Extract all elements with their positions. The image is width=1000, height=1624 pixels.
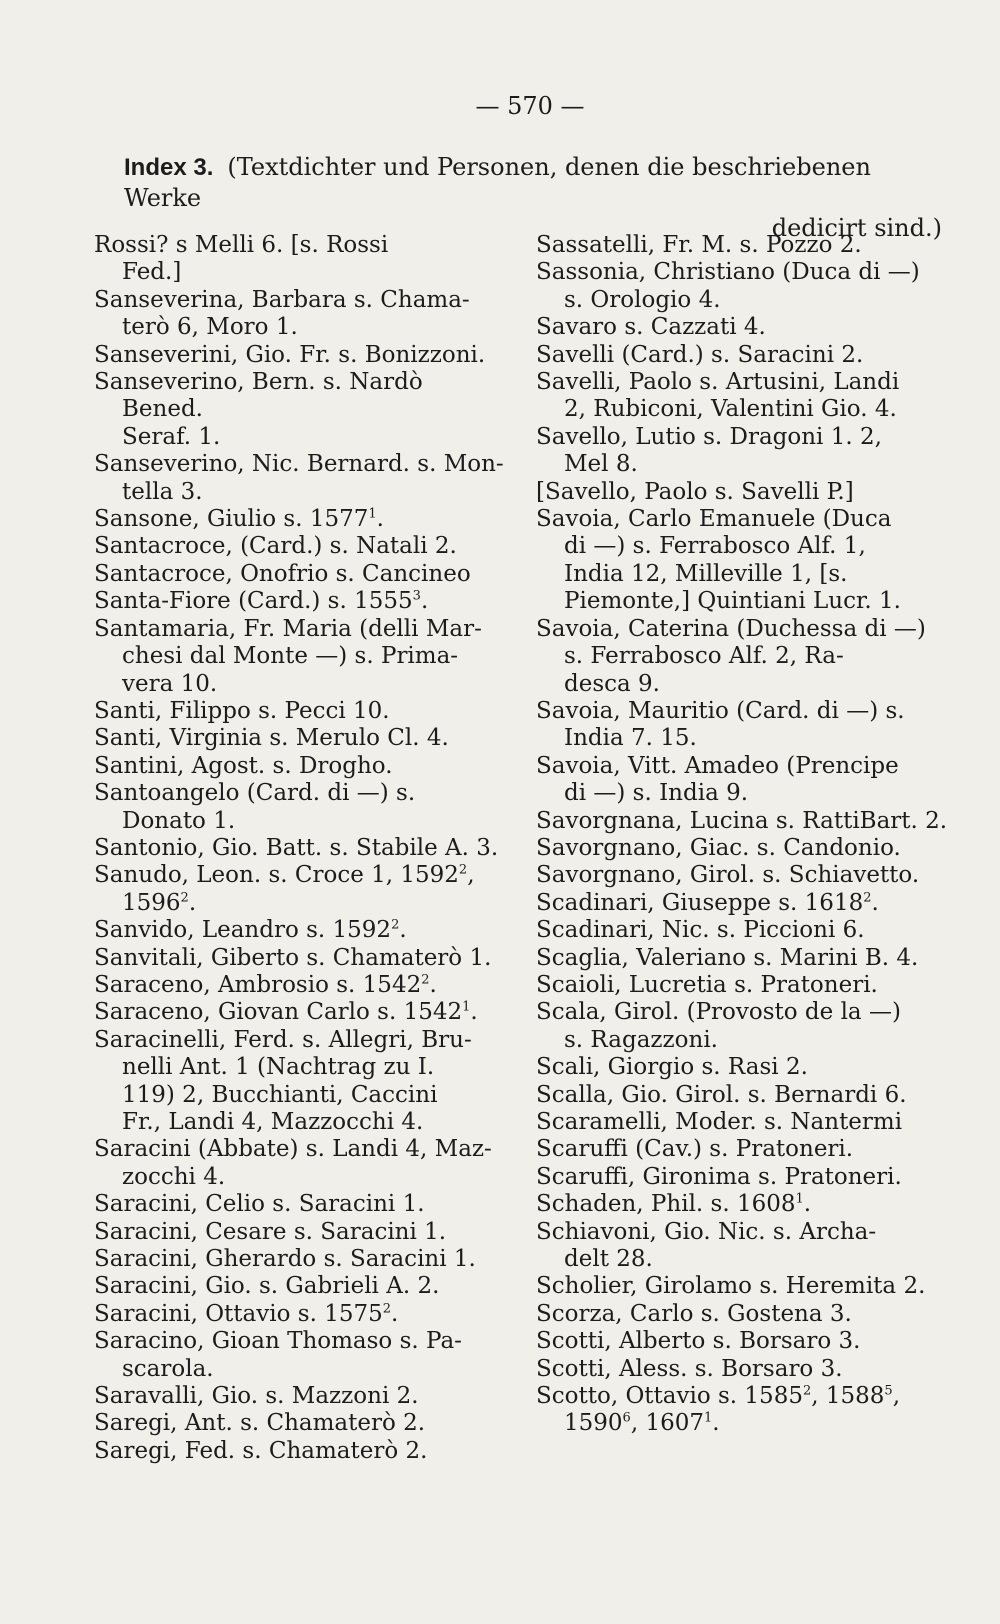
entry-text: Savello, Lutio s. Dragoni 1. 2, Mel 8. bbox=[536, 423, 882, 478]
entry-text: . bbox=[391, 1300, 399, 1327]
index-entry bbox=[536, 999, 950, 1054]
entry-text: Savoia, Vitt. Amadeo (Prencipe di —) s. India 9. bbox=[536, 752, 899, 807]
index-entry bbox=[94, 1438, 508, 1465]
entry-text: Saracini, Ottavio s. 1575 bbox=[94, 1300, 383, 1327]
entry-text: Scaioli, Lucretia s. Pratoneri. bbox=[536, 971, 878, 998]
superscript: 2 bbox=[180, 890, 189, 906]
page-number: — 570 — bbox=[475, 92, 585, 120]
index-entry bbox=[536, 1136, 950, 1163]
index-entry bbox=[536, 945, 950, 972]
entry-text: Sanseverino, Bern. s. Nardò Bened. Seraf. 1. bbox=[94, 369, 423, 450]
superscript: 1 bbox=[795, 1191, 804, 1207]
entry-text: Saracini (Abbate) s. Landi 4, Maz- zocchi 4. bbox=[94, 1136, 492, 1190]
entry-text: Santacroce, Onofrio s. Cancineo bbox=[94, 560, 471, 587]
index-entry bbox=[94, 945, 508, 972]
entry-text: Saracino, Gioan Thomaso s. Pa- scarola. bbox=[94, 1328, 462, 1382]
entry-text: Scholier, Girolamo s. Heremita 2. bbox=[536, 1273, 926, 1300]
entry-text: Savoia, Carlo Emanuele (Duca di —) s. Ferrabosco Alf. 1, India 12, Milleville 1, [s. Piemonte,] Quintiani Lucr. 1. bbox=[536, 506, 901, 615]
entry-text: Scaruffi, Gironima s. Pratoneri. bbox=[536, 1163, 902, 1190]
index-entry bbox=[94, 1328, 508, 1383]
index-entry bbox=[536, 506, 950, 616]
index-entry bbox=[94, 506, 508, 533]
entry-text: , 1607 bbox=[630, 1410, 704, 1437]
index-entry bbox=[94, 1273, 508, 1300]
superscript: 1 bbox=[368, 506, 377, 522]
index-entry bbox=[536, 1109, 950, 1136]
index-entry bbox=[536, 232, 950, 259]
heading-line-2: dedicirt sind.) bbox=[771, 214, 942, 242]
entry-text: , bbox=[467, 862, 475, 889]
entry-text: Saraceno, Giovan Carlo s. 1542 bbox=[94, 999, 463, 1026]
index-entry bbox=[94, 232, 508, 287]
entry-text: Santini, Agost. s. Drogho. bbox=[94, 752, 393, 779]
index-entry bbox=[536, 753, 950, 808]
index-entry bbox=[94, 862, 508, 917]
entry-text: Saracini, Celio s. Saracini 1. bbox=[94, 1191, 425, 1218]
entry-text: Savelli (Card.) s. Saracini 2. bbox=[536, 341, 864, 368]
index-entry bbox=[94, 1191, 508, 1218]
entry-text: . bbox=[712, 1410, 720, 1437]
index-entry bbox=[94, 287, 508, 342]
entry-text: Santoangelo (Card. di —) s. Donato 1. bbox=[94, 780, 416, 834]
entry-text: Savelli, Paolo s. Artusini, Landi 2, Rubiconi, Valentini Gio. 4. bbox=[536, 369, 900, 423]
index-entry bbox=[536, 698, 950, 753]
entry-text: 1596 bbox=[122, 889, 181, 916]
index-entry bbox=[94, 698, 508, 725]
index-entry bbox=[94, 835, 508, 862]
entry-text: Sassatelli, Fr. M. s. Pozzo 2. bbox=[536, 232, 862, 258]
index-entry bbox=[536, 314, 950, 341]
index-entry bbox=[94, 780, 508, 835]
index-entry bbox=[536, 1383, 950, 1438]
index-entry bbox=[94, 1410, 508, 1437]
superscript: 2 bbox=[382, 1301, 392, 1317]
entry-text: Santi, Filippo s. Pecci 10. bbox=[94, 697, 390, 724]
entry-text: . bbox=[470, 999, 478, 1026]
index-entry bbox=[536, 342, 950, 369]
entry-text: Savoia, Caterina (Duchessa di —) s. Ferrabosco Alf. 2, Ra- desca 9. bbox=[536, 615, 926, 697]
superscript: 2 bbox=[458, 862, 468, 878]
entry-text: , bbox=[892, 1383, 900, 1410]
entry-text: . bbox=[420, 588, 429, 615]
index-entry bbox=[536, 890, 950, 917]
index-entry bbox=[536, 835, 950, 862]
heading-line-1 bbox=[124, 152, 954, 213]
entry-text: Savorgnano, Girol. s. Schiavetto. bbox=[536, 862, 920, 889]
entry-text: Saravalli, Gio. s. Mazzoni 2. bbox=[94, 1383, 419, 1410]
entry-text: Saregi, Ant. s. Chamaterò 2. bbox=[94, 1410, 426, 1437]
superscript: 3 bbox=[412, 588, 421, 604]
entry-text: Scala, Girol. (Provosto de la —) s. Ragazzoni. bbox=[536, 999, 901, 1053]
index-entry bbox=[94, 616, 508, 698]
index-entry bbox=[94, 725, 508, 752]
superscript: 2 bbox=[391, 917, 400, 933]
entry-text: 1590 bbox=[564, 1410, 623, 1437]
index-entry bbox=[94, 1136, 508, 1191]
entry-text: Savorgnano, Giac. s. Candonio. bbox=[536, 834, 901, 861]
index-entry bbox=[94, 972, 508, 999]
entry-text: Sanseverina, Barbara s. Chama- terò 6, Moro 1. bbox=[94, 286, 470, 341]
entry-text: . bbox=[399, 917, 407, 944]
index-label: Index 3. bbox=[124, 154, 214, 181]
index-entry bbox=[536, 1301, 950, 1328]
entry-text: Santamaria, Fr. Maria (delli Mar- chesi dal Monte —) s. Prima- vera 10. bbox=[94, 615, 482, 697]
index-entry bbox=[536, 369, 950, 424]
index-entry bbox=[536, 862, 950, 889]
superscript: 2 bbox=[802, 1383, 812, 1399]
entry-text: Saracinelli, Ferd. s. Allegri, Bru- nelli Ant. 1 (Nachtrag zu I. 119) 2, Bucchianti, Caccini Fr., Landi 4, Mazzocchi 4. bbox=[94, 1026, 472, 1135]
index-entry bbox=[94, 342, 508, 369]
index-entry bbox=[536, 1219, 950, 1274]
entry-text: Sassonia, Christiano (Duca di —) s. Orologio 4. bbox=[536, 259, 920, 313]
entry-text: Saregi, Fed. s. Chamaterò 2. bbox=[94, 1437, 428, 1464]
entry-text: Savoia, Mauritio (Card. di —) s. India 7. 15. bbox=[536, 697, 905, 752]
superscript: 6 bbox=[622, 1410, 631, 1426]
entry-text: [Savello, Paolo s. Savelli P.] bbox=[536, 478, 854, 505]
entry-text: Sanseverini, Gio. Fr. s. Bonizzoni. bbox=[94, 341, 486, 368]
superscript: 1 bbox=[462, 999, 471, 1015]
superscript: 2 bbox=[421, 972, 430, 988]
index-entry bbox=[536, 917, 950, 944]
index-entry bbox=[94, 369, 508, 451]
index-entry bbox=[536, 808, 950, 835]
entry-text: , 1588 bbox=[811, 1383, 885, 1410]
entry-text: Scalla, Gio. Girol. s. Bernardi 6. bbox=[536, 1081, 907, 1108]
index-entry bbox=[536, 1082, 950, 1109]
entry-text: Saracini, Gio. s. Gabrieli A. 2. bbox=[94, 1273, 440, 1300]
entry-text: Rossi? s Melli 6. [s. Rossi Fed.] bbox=[94, 232, 389, 286]
entry-text: Sanudo, Leon. s. Croce 1, 1592 bbox=[94, 862, 459, 889]
entry-text: Scaramelli, Moder. s. Nantermi bbox=[536, 1109, 903, 1135]
entry-text: Scotti, Alberto s. Borsaro 3. bbox=[536, 1328, 861, 1355]
entry-text: Santa-Fiore (Card.) s. 1555 bbox=[94, 588, 413, 615]
index-entry bbox=[94, 1383, 508, 1410]
entry-text: . bbox=[188, 889, 197, 916]
entry-text: Scaruffi (Cav.) s. Pratoneri. bbox=[536, 1136, 854, 1163]
entry-text: Scadinari, Nic. s. Piccioni 6. bbox=[536, 917, 865, 944]
entry-text: Sanseverino, Nic. Bernard. s. Mon- tella 3. bbox=[94, 451, 504, 505]
index-entry bbox=[536, 1273, 950, 1300]
index-entry bbox=[536, 259, 950, 314]
entry-text: . bbox=[429, 971, 437, 998]
index-entry bbox=[94, 1027, 508, 1137]
index-entry bbox=[94, 917, 508, 944]
entry-text: Scotti, Aless. s. Borsaro 3. bbox=[536, 1355, 843, 1382]
index-entry bbox=[536, 1356, 950, 1383]
left-column bbox=[94, 232, 508, 1465]
index-entry bbox=[536, 1191, 950, 1218]
entry-text: Schiavoni, Gio. Nic. s. Archa- delt 28. bbox=[536, 1218, 877, 1273]
index-entry bbox=[536, 424, 950, 479]
entry-text: Santi, Virginia s. Merulo Cl. 4. bbox=[94, 725, 449, 752]
superscript: 2 bbox=[863, 890, 872, 906]
entry-text: Scaglia, Valeriano s. Marini B. 4. bbox=[536, 944, 919, 971]
superscript: 1 bbox=[703, 1410, 713, 1426]
index-heading bbox=[124, 152, 954, 243]
entry-text: . bbox=[803, 1191, 812, 1218]
heading-text: (Textdichter und Personen, denen die beschriebenen Werke bbox=[124, 153, 871, 212]
entry-text: Savaro s. Cazzati 4. bbox=[536, 314, 766, 341]
index-entry bbox=[536, 1164, 950, 1191]
index-entry bbox=[94, 588, 508, 615]
entry-text: Santonio, Gio. Batt. s. Stabile A. 3. bbox=[94, 834, 499, 861]
entry-text: Santacroce, (Card.) s. Natali 2. bbox=[94, 533, 457, 560]
index-entry bbox=[536, 616, 950, 698]
entry-text: Scotto, Ottavio s. 1585 bbox=[536, 1383, 803, 1410]
entry-text: Saraceno, Ambrosio s. 1542 bbox=[94, 971, 422, 998]
entry-text: Sanvitali, Giberto s. Chamaterò 1. bbox=[94, 944, 492, 971]
index-entry bbox=[94, 1219, 508, 1246]
entry-text: Saracini, Cesare s. Saracini 1. bbox=[94, 1218, 447, 1245]
entry-text: Sansone, Giulio s. 1577 bbox=[94, 506, 369, 533]
entry-text: Scali, Giorgio s. Rasi 2. bbox=[536, 1054, 808, 1081]
index-entry bbox=[536, 972, 950, 999]
index-entry bbox=[536, 479, 950, 506]
entry-text: Scorza, Carlo s. Gostena 3. bbox=[536, 1300, 852, 1327]
index-entry bbox=[94, 1246, 508, 1273]
index-entry bbox=[94, 533, 508, 560]
entry-text: . bbox=[871, 889, 879, 916]
entry-text: Savorgnana, Lucina s. RattiBart. 2. bbox=[536, 807, 948, 834]
index-entry bbox=[94, 999, 508, 1026]
index-entry bbox=[94, 451, 508, 506]
entry-text: Saracini, Gherardo s. Saracini 1. bbox=[94, 1246, 476, 1273]
index-entry bbox=[94, 1301, 508, 1328]
entry-text: Scadinari, Giuseppe s. 1618 bbox=[536, 889, 864, 916]
entry-text: . bbox=[376, 506, 384, 533]
index-entry bbox=[536, 1054, 950, 1081]
right-column bbox=[536, 232, 950, 1438]
superscript: 5 bbox=[884, 1383, 893, 1399]
index-entry bbox=[94, 561, 508, 588]
index-entry bbox=[536, 1328, 950, 1355]
entry-text: Schaden, Phil. s. 1608 bbox=[536, 1191, 796, 1218]
entry-text: Sanvido, Leandro s. 1592 bbox=[94, 917, 392, 944]
index-entry bbox=[94, 753, 508, 780]
